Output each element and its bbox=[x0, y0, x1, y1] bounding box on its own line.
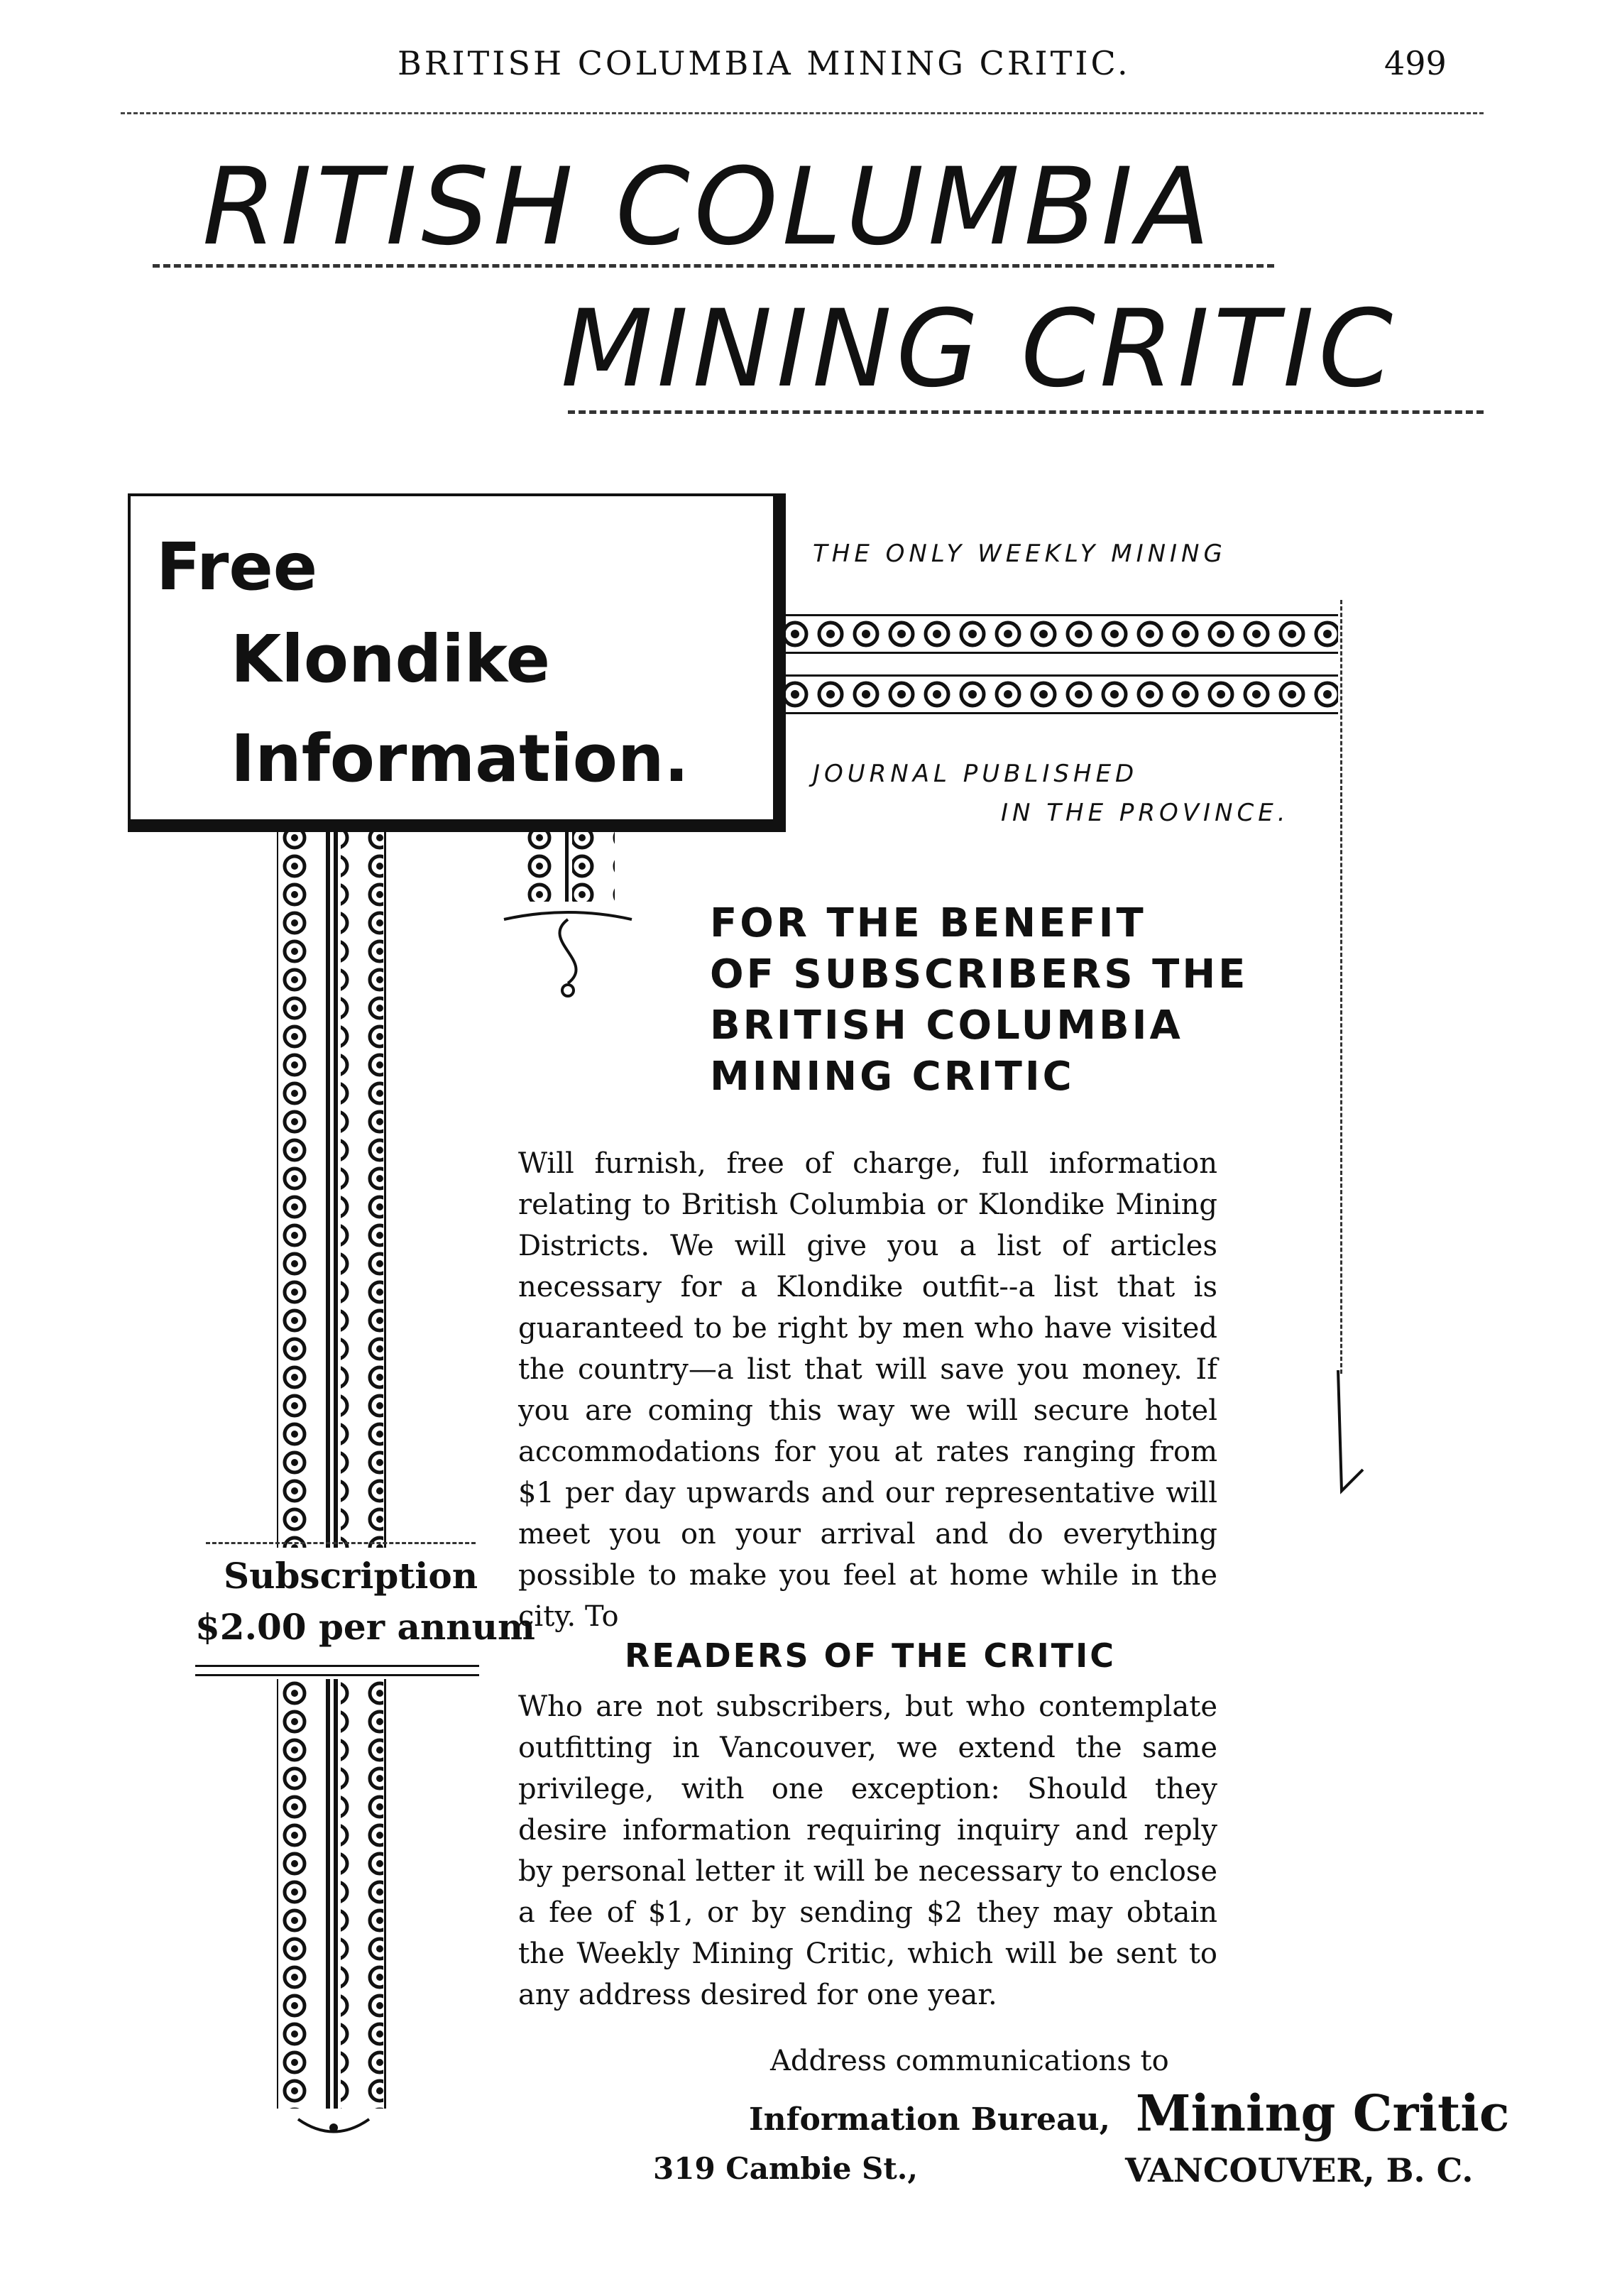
ornamental-scroll-flourish bbox=[497, 905, 639, 1012]
masthead-rule-1 bbox=[153, 264, 1274, 268]
readers-heading: READERS OF THE CRITIC bbox=[625, 1636, 1117, 1675]
benefit-heading-line-4: MINING CRITIC bbox=[710, 1054, 1075, 1100]
header-rule bbox=[121, 112, 1484, 114]
address-bureau: Information Bureau, bbox=[749, 2101, 1110, 2138]
benefit-heading-line-2: OF SUBSCRIBERS THE bbox=[710, 951, 1249, 997]
ornamental-column-small bbox=[518, 824, 625, 902]
ornamental-pillar-lower bbox=[273, 1679, 387, 2109]
benefit-heading-line-3: BRITISH COLUMBIA bbox=[710, 1002, 1183, 1049]
address-city: VANCOUVER, B. C. bbox=[1125, 2151, 1474, 2190]
subscription-rule-bottom bbox=[195, 1665, 479, 1676]
masthead-line-2: MINING CRITIC bbox=[561, 288, 1398, 411]
body-paragraph-2: Who are not subscribers, but who contemplate outfitting in Vancouver, we extend the same privilege, with one exception: Should they desire information requiring inquiry and reply by personal letter it will be necessary to enclose a fee of $1, or by sending $2 they may obtain the Weekly Mining Critic, which will be sent to any address desired for one year. bbox=[518, 1690, 1217, 2011]
ornamental-pillar-upper bbox=[273, 824, 387, 1548]
feature-box-line-1: Free bbox=[156, 529, 318, 605]
tagline-line-3: IN THE PROVINCE. bbox=[1001, 799, 1290, 827]
subscription-rule-top bbox=[206, 1542, 476, 1544]
pennant-tip bbox=[1335, 1370, 1370, 1498]
benefit-heading-line-1: FOR THE BENEFIT bbox=[710, 900, 1146, 946]
body-paragraph-1: Will furnish, free of charge, full information relating to British Columbia or Klondike Mining Districts. We will give you a list of articles necessary for a Klondike outfit--a list that is guaranteed to be right by men who have visited the country—a list that will save you money. If you are coming this way we will secure hotel accommodations for you at rates ranging from $1 per day upwards and our representative will meet you on your arrival and do everything possible to make you feel at home while in the city. To bbox=[518, 1147, 1217, 1633]
ornamental-flourish-bottom bbox=[291, 2112, 376, 2148]
address-intro: Address communications to bbox=[770, 2045, 1169, 2077]
address-paper: Mining Critic bbox=[1136, 2084, 1510, 2143]
tagline-line-1: THE ONLY WEEKLY MINING bbox=[813, 540, 1227, 568]
masthead-line-1: RITISH COLUMBIA bbox=[202, 146, 1215, 269]
benefit-heading bbox=[710, 898, 1248, 1103]
subscription-label: Subscription bbox=[224, 1555, 478, 1597]
subscription-price: $2.00 per annum bbox=[195, 1606, 535, 1648]
ornamental-band-1 bbox=[777, 614, 1338, 654]
tagline-line-2: JOURNAL PUBLISHED bbox=[813, 760, 1139, 788]
page-number: 499 bbox=[1384, 44, 1447, 82]
right-pennant-rule bbox=[1340, 600, 1342, 1374]
address-street: 319 Cambie St., bbox=[653, 2151, 919, 2186]
running-title: BRITISH COLUMBIA MINING CRITIC. bbox=[398, 44, 1131, 82]
feature-box-line-2: Klondike bbox=[231, 621, 551, 697]
ornamental-band-2 bbox=[777, 674, 1338, 714]
masthead-rule-2 bbox=[568, 410, 1484, 414]
feature-box-line-3: Information. bbox=[231, 721, 689, 797]
